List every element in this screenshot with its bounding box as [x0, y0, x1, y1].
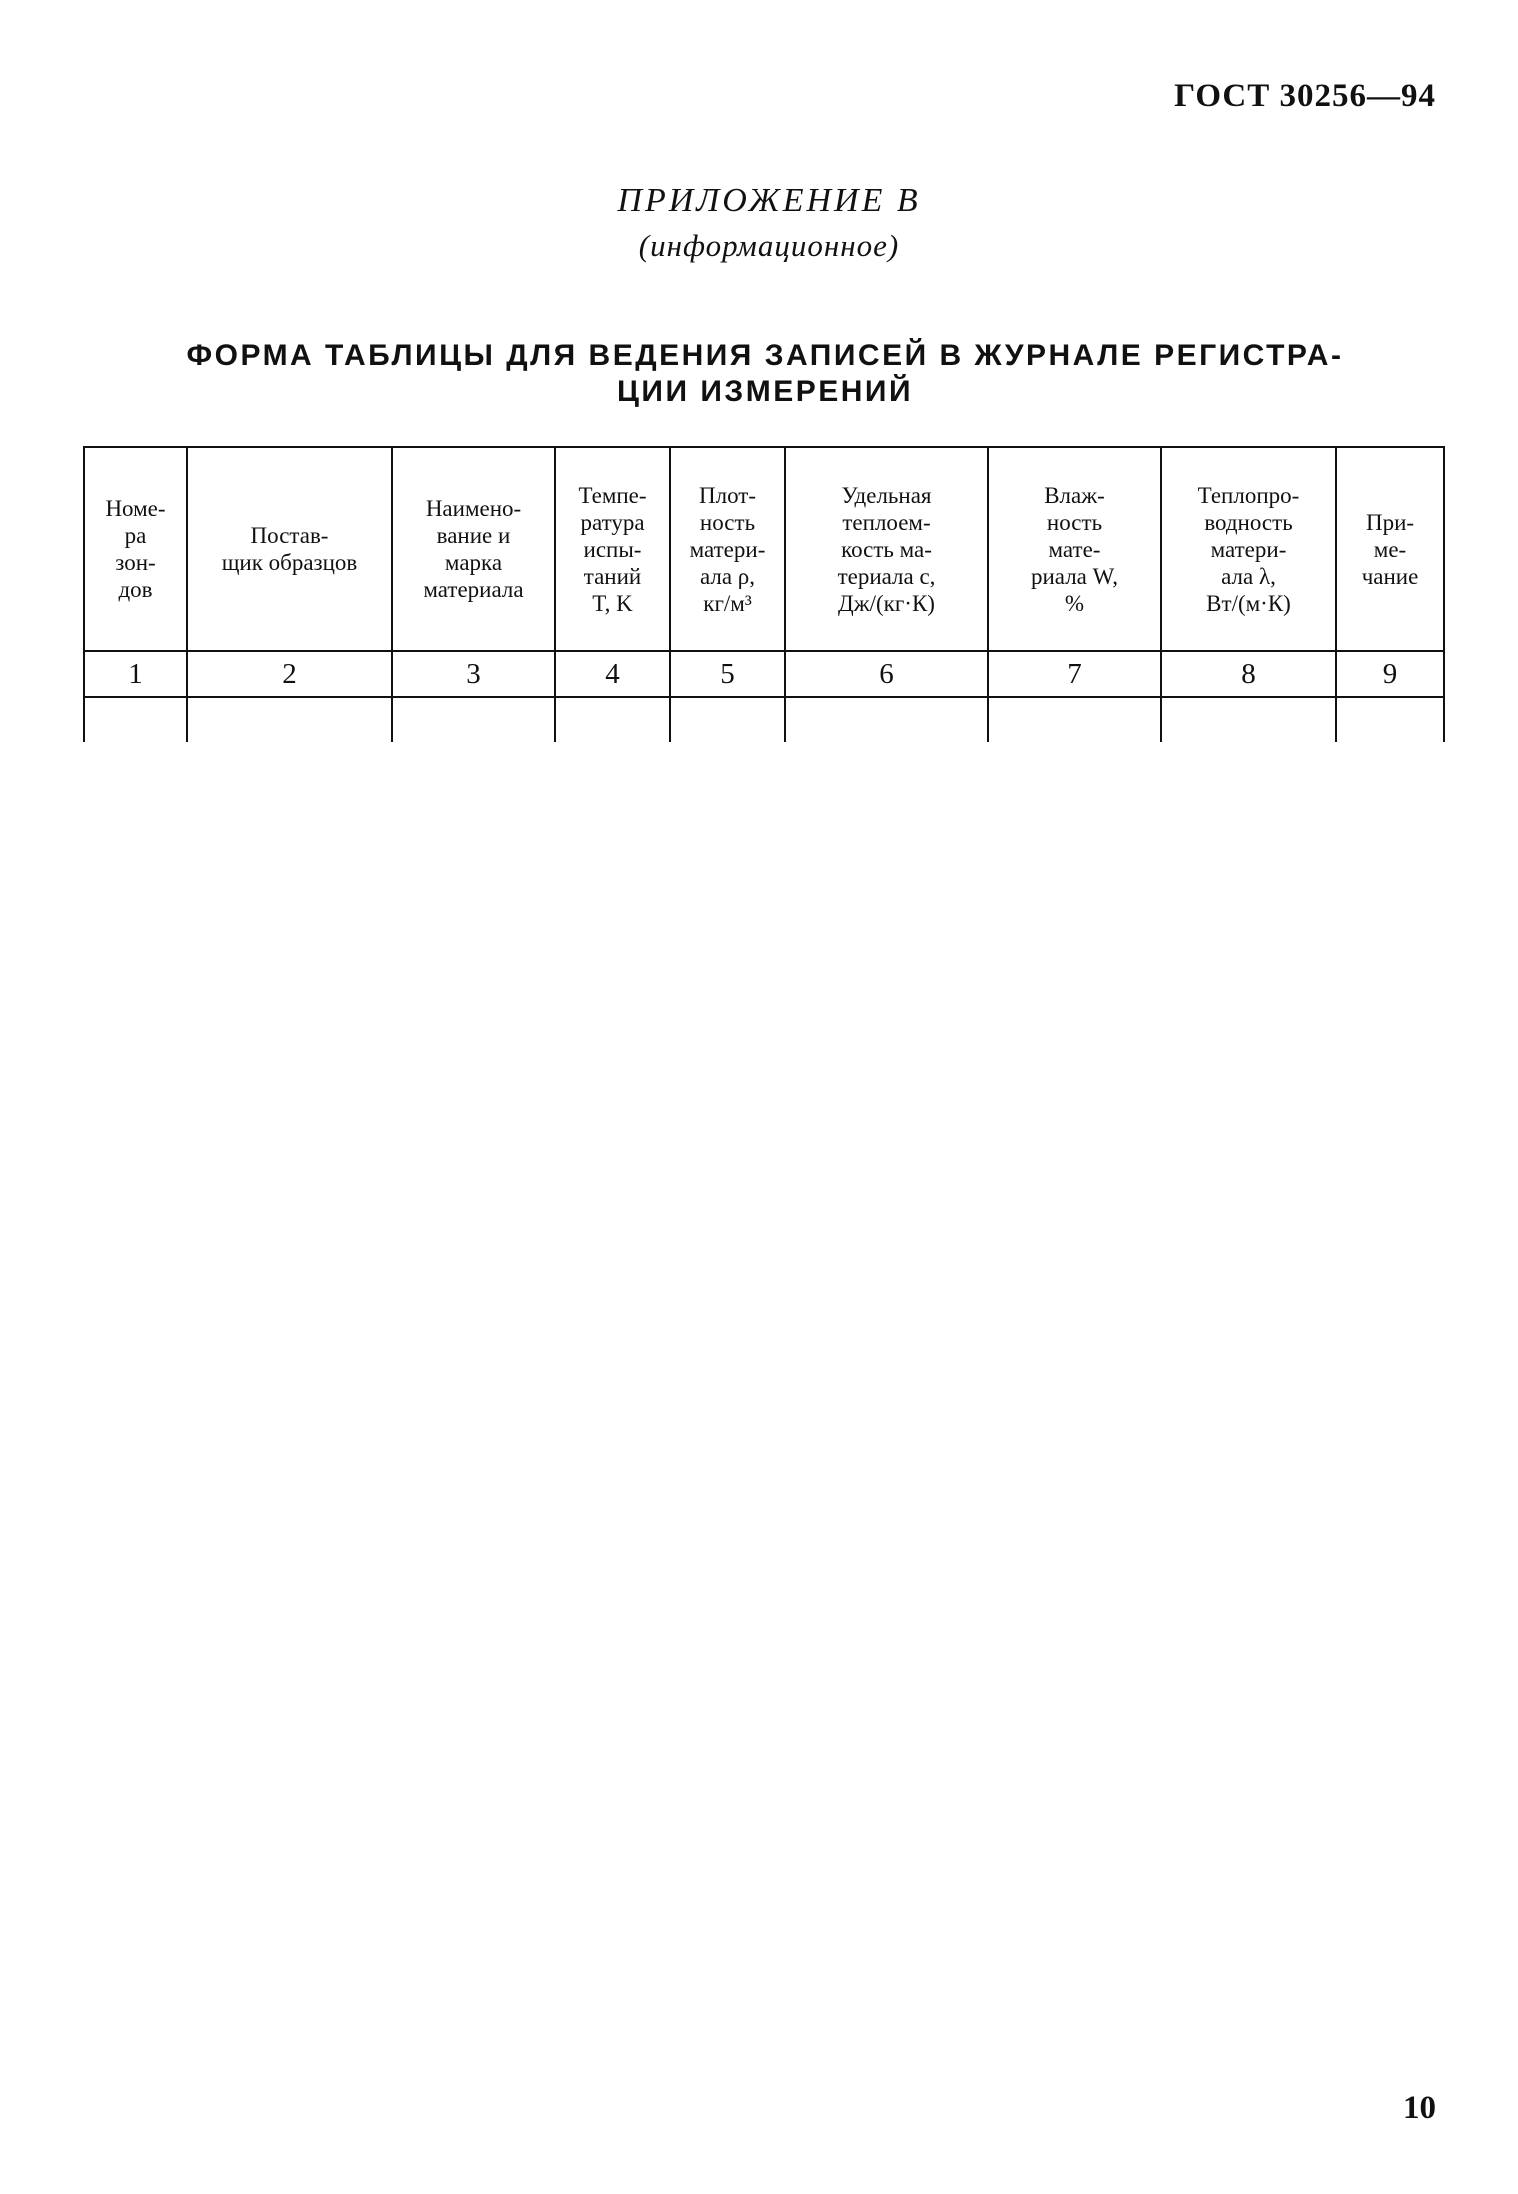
empty-cell: [785, 697, 988, 742]
empty-cell: [187, 697, 392, 742]
registration-table: [83, 446, 1445, 742]
column-header-label: Плот- ность матери- ала ρ, кг/м³: [689, 482, 766, 616]
empty-cell: [392, 697, 555, 742]
column-header-note: [1336, 447, 1444, 651]
column-number-cell: 4: [555, 651, 670, 697]
column-number-cell: 1: [84, 651, 187, 697]
empty-cell: [555, 697, 670, 742]
column-header-material-name: [392, 447, 555, 651]
column-header-label: Влаж- ность мате- риала W, %: [1030, 482, 1118, 616]
column-header-moisture: [988, 447, 1161, 651]
empty-cell: [988, 697, 1161, 742]
page-number: 10: [1403, 2090, 1436, 2126]
column-number-cell: 7: [988, 651, 1161, 697]
column-header-sample-supplier: [187, 447, 392, 651]
column-header-probe-numbers: [84, 447, 187, 651]
form-heading-line-1: ФОРМА ТАБЛИЦЫ ДЛЯ ВЕДЕНИЯ ЗАПИСЕЙ В ЖУРНАЛЕ РЕГИСТРА-: [186, 339, 1344, 372]
column-number-cell: 2: [187, 651, 392, 697]
document-number: ГОСТ 30256—94: [1174, 78, 1436, 114]
column-header-density: [670, 447, 785, 651]
column-header-test-temperature: [555, 447, 670, 651]
form-heading: [110, 338, 1420, 410]
empty-cell: [1336, 697, 1444, 742]
column-header-label: Номе- ра зон- дов: [105, 496, 166, 602]
empty-cell: [84, 697, 187, 742]
empty-cell: [1161, 697, 1336, 742]
column-number-cell: 6: [785, 651, 988, 697]
column-header-thermal-conductivity: [1161, 447, 1336, 651]
registration-table-wrapper: [83, 446, 1445, 742]
appendix-subtitle: (информационное): [638, 228, 900, 263]
column-header-label: Удельная теплоем- кость ма- териала c, Дж/(кг·К): [837, 482, 936, 616]
table-header-row: [84, 447, 1444, 651]
column-header-label: Наимено- вание и марка материала: [423, 496, 524, 602]
column-number-cell: 5: [670, 651, 785, 697]
column-header-label: Теплопро- водность матери- ала λ, Вт/(м·К): [1197, 482, 1300, 616]
column-header-label: Темпе- ратура испы- таний T, K: [578, 482, 647, 616]
empty-cell: [670, 697, 785, 742]
column-number-row: [84, 651, 1444, 697]
form-heading-line-2: ЦИИ ИЗМЕРЕНИЙ: [616, 375, 914, 408]
empty-entry-row: [84, 697, 1444, 742]
column-number-cell: 9: [1336, 651, 1444, 697]
appendix-title: ПРИЛОЖЕНИЕ В: [617, 182, 921, 219]
column-number-cell: 8: [1161, 651, 1336, 697]
column-number-cell: 3: [392, 651, 555, 697]
column-header-specific-heat: [785, 447, 988, 651]
column-header-label: Постав- щик образцов: [221, 523, 358, 575]
column-header-label: При- ме- чание: [1361, 509, 1419, 589]
